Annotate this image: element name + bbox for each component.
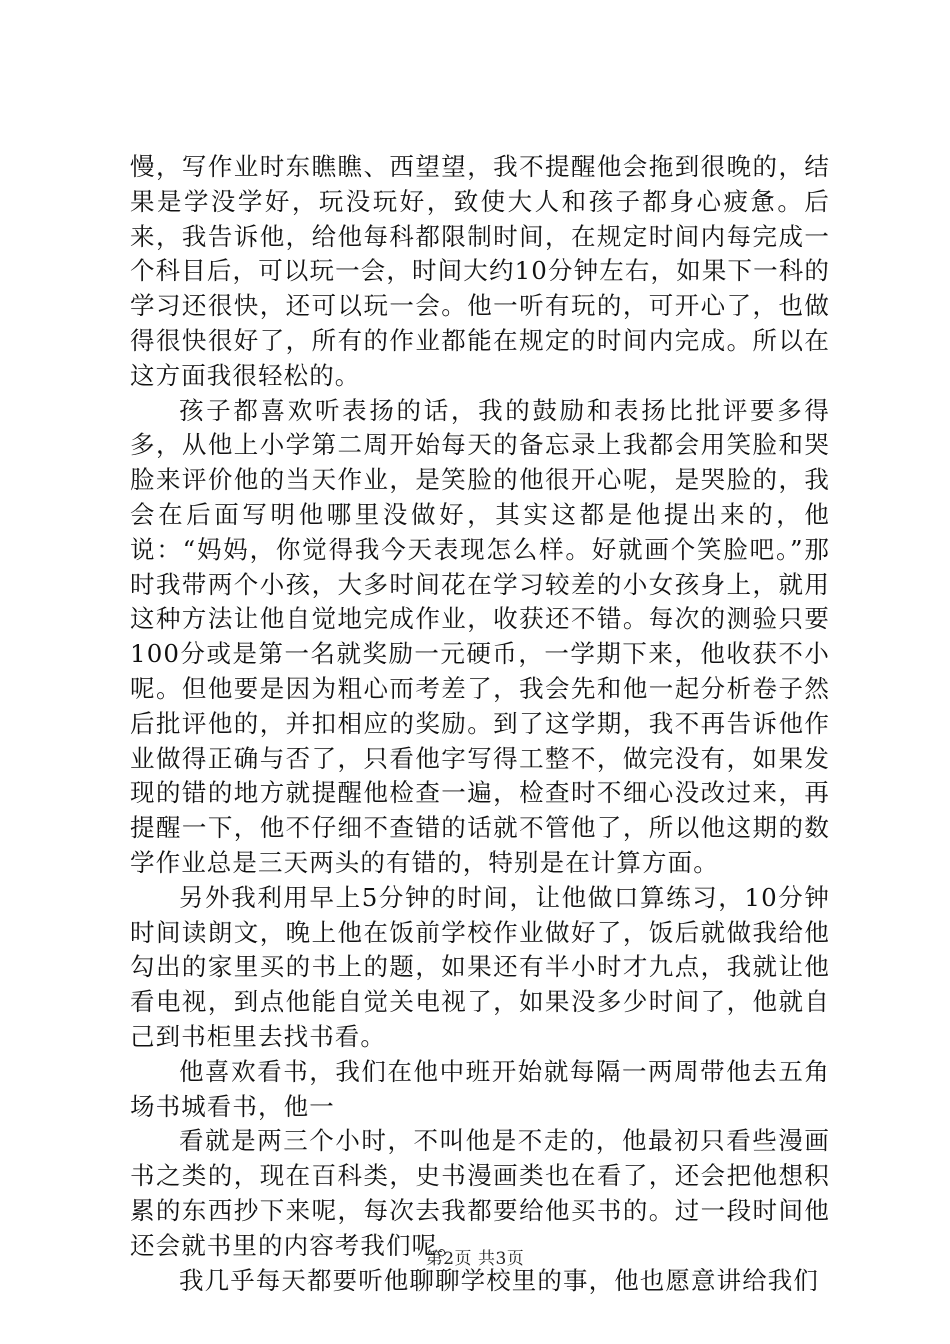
paragraph-2: 孩子都喜欢听表扬的话，我的鼓励和表扬比批评要多得多，从他上小学第二周开始每天的备忘录上我都会用笑脸和哭脸来评价他的当天作业，是笑脸的他很开心呢，是哭脸的，我会在后面写明他哪里没做好，其实这都是他提出来的，他说：“妈妈，你觉得我今天表现怎么样。好就画个笑脸吧。”那时我带两个小孩，大多时间花在学习较差的小女孩身上，就用这种方法让他自觉地完成作业，收获还不错。每次的测验只要100分或是第一名就奖励一元硬币，一学期下来，他收获不小呢。但他要是因为粗心而考差了，我会先和他一起分析卷子然后批评他的，并扣相应的奖励。到了这学期，我不再告诉他作业做得正确与否了，只看他字写得工整不，做完没有，如果发现的错的地方就提醒他检查一遍，检查时不细心没改过来，再提醒一下，他不仔细不查错的话就不管他了，所以他这期的数学作业总是三天两头的有错的，特别是在计算方面。 — [130, 395, 830, 877]
document-body — [130, 150, 830, 1298]
paragraph-1: 慢，写作业时东瞧瞧、西望望，我不提醒他会拖到很晚的，结果是学没学好，玩没玩好，致使大人和孩子都身心疲惫。后来，我告诉他，给他每科都限制时间，在规定时间内每完成一个科目后，可以玩一会，时间大约10分钟左右，如果下一科的学习还很快，还可以玩一会。他一听有玩的，可开心了，也做得很快很好了，所有的作业都能在规定的时间内完成。所以在这方面我很轻松的。 — [130, 152, 830, 390]
paragraph-5: 看就是两三个小时，不叫他是不走的，他最初只看些漫画书之类的，现在百科类，史书漫画类也在看了，还会把他想积累的东西抄下来呢，每次去我都要给他买书的。过一段时间他还会就书里的内容考我们呢。 — [130, 1126, 830, 1260]
paragraph-3: 另外我利用早上5分钟的时间，让他做口算练习，10分钟时间读朗文，晚上他在饭前学校作业做好了，饭后就做我给他勾出的家里买的书上的题，如果还有半小时才九点，我就让他看电视，到点他能自觉关电视了，如果没多少时间了，他就自己到书柜里去找书看。 — [130, 882, 830, 1051]
page-footer: 第2页 共3页 — [425, 1249, 525, 1269]
paragraph-4: 他喜欢看书，我们在他中班开始就每隔一两周带他去五角场书城看书，他一 — [130, 1056, 830, 1121]
paragraph-6: 我几乎每天都要听他聊聊学校里的事，他也愿意讲给我们 — [179, 1265, 819, 1295]
